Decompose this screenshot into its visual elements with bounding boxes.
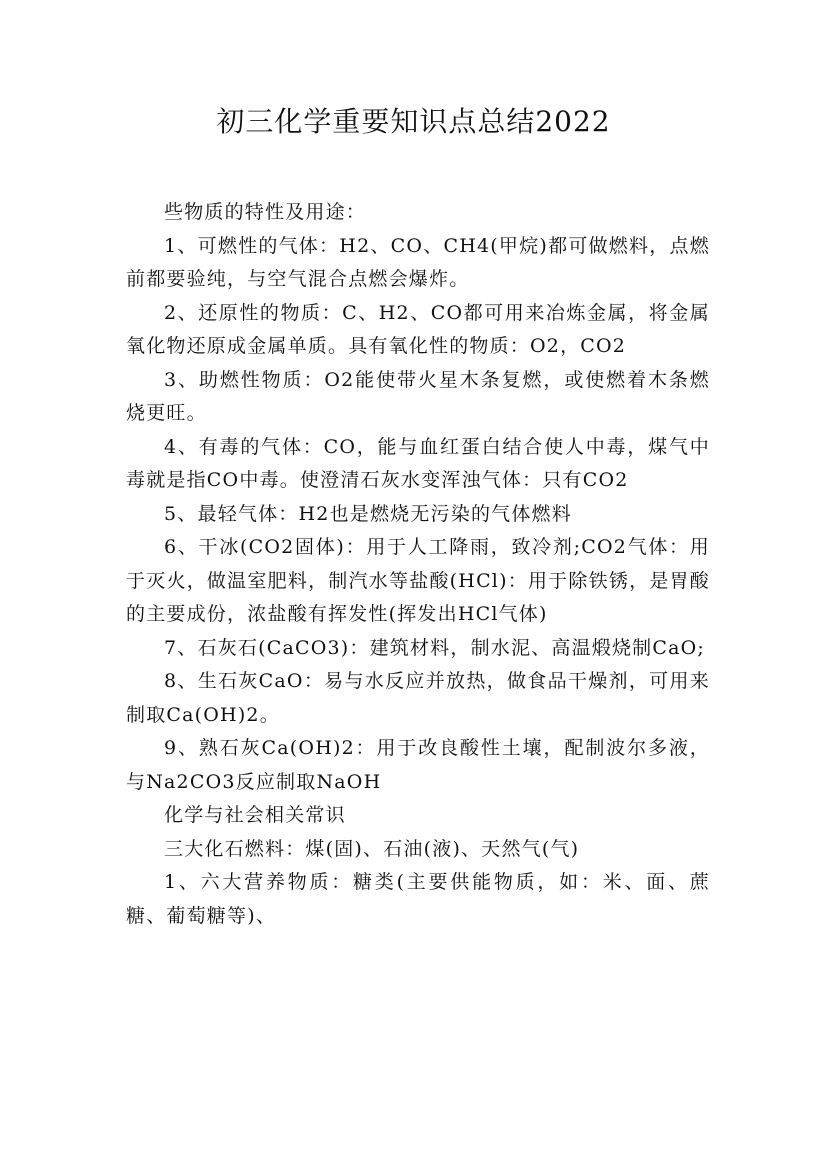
paragraph: 7、石灰石(CaCO3)：建筑材料，制水泥、高温煅烧制CaO;	[164, 636, 706, 659]
paragraph: 5、最轻气体：H2也是燃烧无污染的气体燃料	[164, 502, 572, 525]
paragraph: 1、可燃性的气体：H2、CO、CH4(甲烷)都可做燃料，点燃前都要验纯，与空气混合点燃会爆炸。	[126, 234, 710, 290]
paragraph: 些物质的特性及用途：	[164, 201, 367, 223]
paragraph: 6、干冰(CO2固体)：用于人工降雨，致冷剂;CO2气体：用于灭火，做温室肥料，制汽水等盐酸(HCl)：用于除铁锈，是胃酸的主要成份，浓盐酸有挥发性(挥发出HCl气体)	[126, 536, 710, 625]
paragraph: 9、熟石灰Ca(OH)2：用于改良酸性土壤，配制波尔多液，与Na2CO3反应制取NaOH	[126, 737, 710, 793]
paragraph: 8、生石灰CaO：易与水反应并放热，做食品干燥剂，可用来制取Ca(OH)2。	[126, 670, 710, 726]
paragraph: 2、还原性的物质：C、H2、CO都可用来冶炼金属，将金属氧化物还原成金属单质。具有氧化性的物质：O2，CO2	[126, 301, 710, 357]
paragraph: 三大化石燃料：煤(固)、石油(液)、天然气(气)	[164, 837, 580, 860]
paragraph: 4、有毒的气体：CO，能与血红蛋白结合使人中毒，煤气中毒就是指CO中毒。使澄清石灰水变浑浊气体：只有CO2	[126, 435, 710, 491]
document-body	[126, 196, 710, 933]
section-heading: 化学与社会相关常识	[164, 804, 346, 826]
paragraph: 3、助燃性物质：O2能使带火星木条复燃，或使燃着木条燃烧更旺。	[126, 368, 710, 424]
document-title: 初三化学重要知识点总结2022	[216, 105, 611, 138]
paragraph: 1、六大营养物质：糖类(主要供能物质，如：米、面、蔗糖、葡萄糖等)、	[126, 871, 710, 927]
